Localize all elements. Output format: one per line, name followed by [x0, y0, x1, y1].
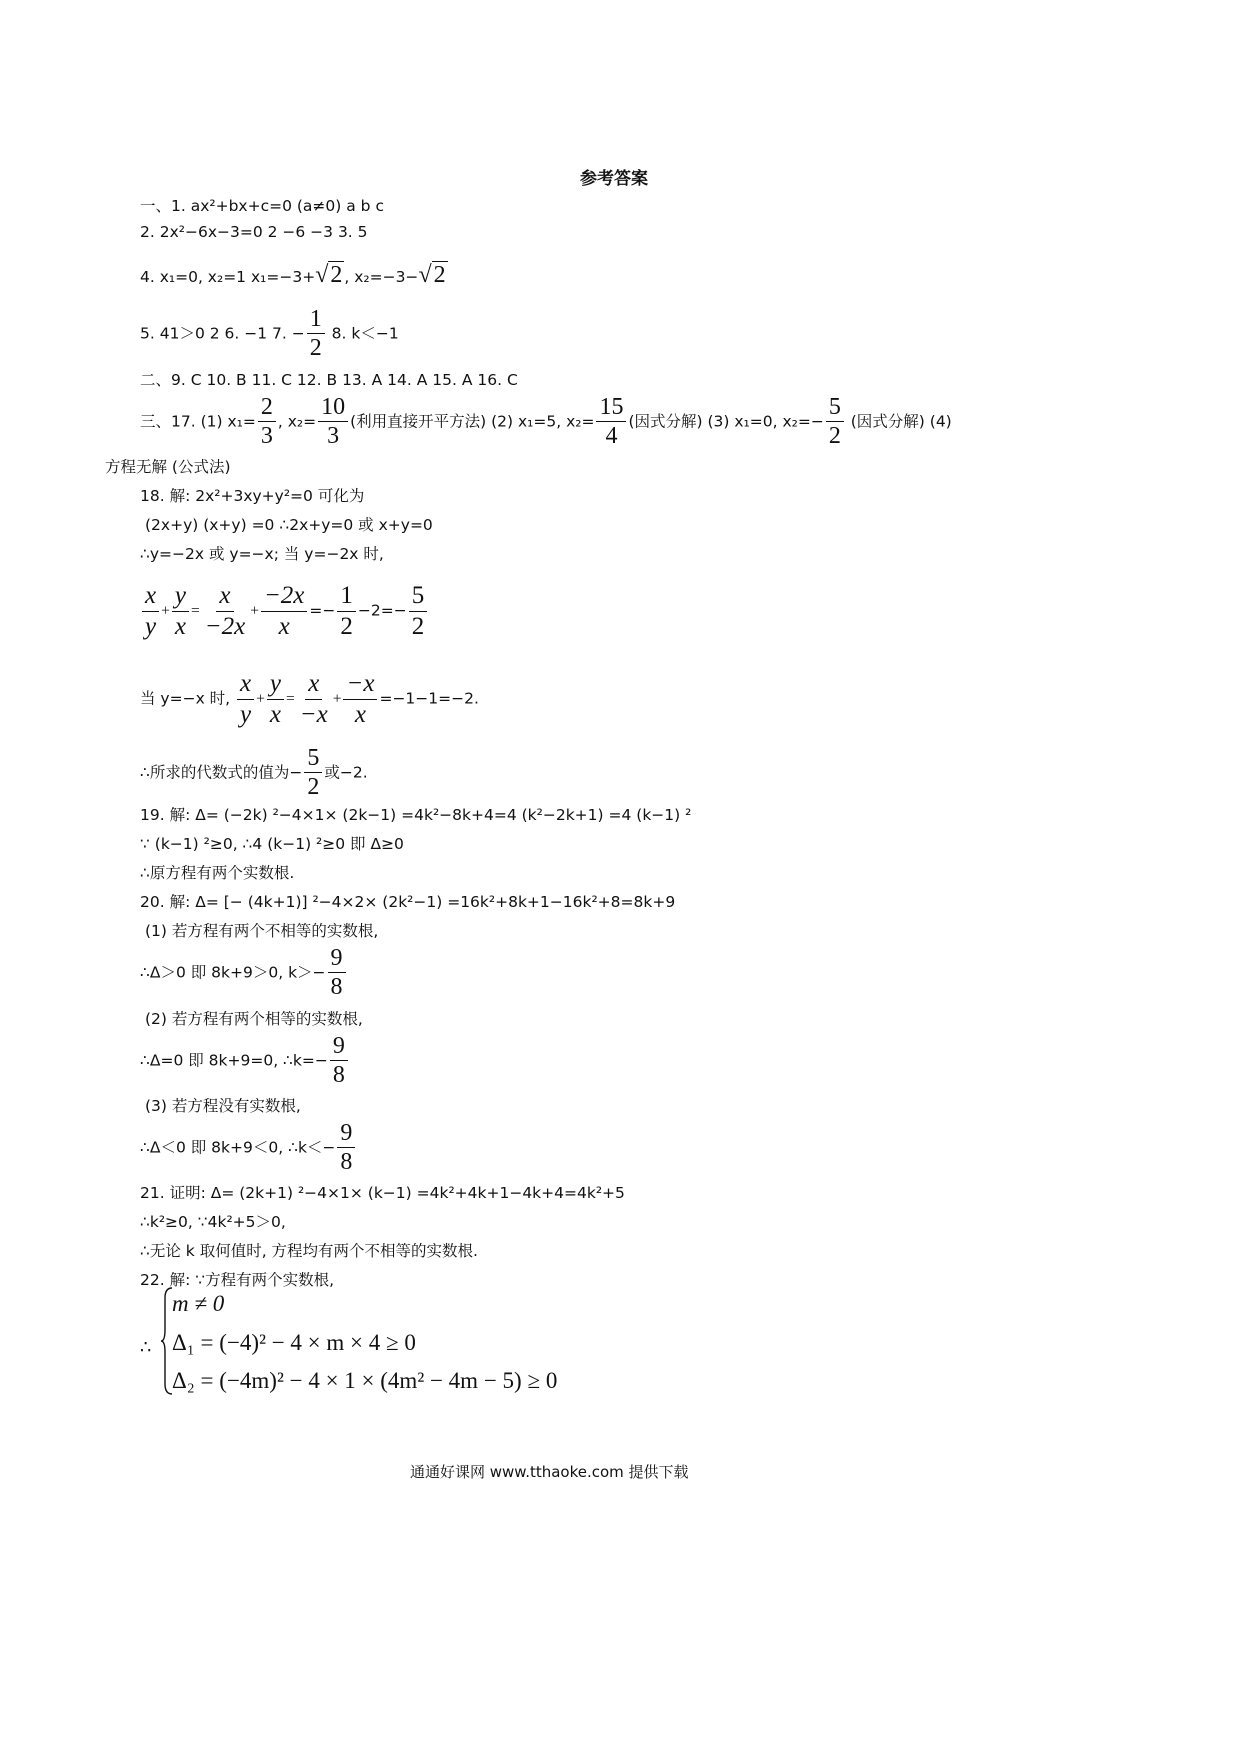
q22-line-1: 22. 解: ∵方程有两个实数根,: [140, 1271, 335, 1289]
answer-q17-wrap: 方程无解 (公式法): [105, 458, 231, 476]
q20-case-2: (2) 若方程有两个相等的实数根,: [145, 1010, 363, 1028]
q20-case-1-result: ∴Δ＞0 即 8k+9＞0, k＞− $\frac{9}{8}$: [140, 945, 348, 1001]
answer-q5-q8: 5. 41＞0 2 6. −1 7. − $\frac{1}{2}$ 8. k＜−1: [140, 306, 399, 362]
system-condition-3: Δ₂ = (−4m)² − 4 × 1 × (4m² − 4m − 5) ≥ 0: [172, 1368, 558, 1393]
q18-expression-1: $\frac{x}{y}$ + $\frac{y}{x}$ = $\frac{x}{-2x}$ + $\frac{-2x}{x}$ =− $\frac{1}{2}$ −2=− $\frac{5}{2}$: [140, 582, 429, 640]
fraction: $\frac{15}{4}$: [596, 394, 626, 450]
fraction: $\frac{2}{3}$: [258, 394, 276, 450]
q18-line-2: (2x+y) (x+y) =0 ∴2x+y=0 或 x+y=0: [145, 516, 433, 534]
fraction: $\frac{5}{2}$: [826, 394, 844, 450]
sqrt-2: √2: [418, 262, 446, 288]
q18-conclusion: ∴所求的代数式的值为− $\frac{5}{2}$ 或−2.: [140, 745, 368, 801]
q20-case-3-result: ∴Δ＜0 即 8k+9＜0, ∴k＜− $\frac{9}{8}$: [140, 1120, 357, 1176]
q18-line-3: ∴y=−2x 或 y=−x; 当 y=−2x 时,: [140, 545, 384, 563]
answer-q1: 一、1. ax²+bx+c=0 (a≠0) a b c: [140, 197, 384, 215]
answer-q17: 三、17. (1) x₁= $\frac{2}{3}$ , x₂= $\frac{10}{3}$ (利用直接开平方法) (2) x₁=5, x₂= $\frac{15}{4}$ (因式分解) (3) x₁=0, x₂=− $\frac{5}{2}$ (因式分解) (4): [140, 394, 952, 450]
q18-expression-2: 当 y=−x 时, $\frac{x}{y}$ + $\frac{y}{x}$ = $\frac{x}{-x}$ + $\frac{-x}{x}$ =−1−1=−2.: [140, 670, 479, 728]
answer-q2-q3: 2. 2x²−6x−3=0 2 −6 −3 3. 5: [140, 223, 368, 241]
fraction: $\frac{10}{3}$: [318, 394, 348, 450]
page-title: 参考答案: [580, 169, 648, 189]
q18-line-1: 18. 解: 2x²+3xy+y²=0 可化为: [140, 487, 365, 505]
q20-case-2-result: ∴Δ=0 即 8k+9=0, ∴k=− $\frac{9}{8}$: [140, 1033, 350, 1089]
footer-credit: 通通好课网 www.tthaoke.com 提供下载: [410, 1463, 689, 1481]
q21-line-3: ∴无论 k 取何值时, 方程均有两个不相等的实数根.: [140, 1242, 478, 1260]
q19-line-3: ∴原方程有两个实数根.: [140, 864, 295, 882]
sqrt-2: √2: [315, 262, 343, 288]
q20-case-1: (1) 若方程有两个不相等的实数根,: [145, 922, 379, 940]
answer-q4: 4. x₁=0, x₂=1 x₁=−3+√2 , x₂=−3−√2: [140, 262, 446, 288]
q21-line-1: 21. 证明: Δ= (2k+1) ²−4×1× (k−1) =4k²+4k+1−4k+4=4k²+5: [140, 1184, 625, 1202]
fraction-one-half: $\frac{1}{2}$: [307, 306, 325, 362]
q21-line-2: ∴k²≥0, ∵4k²+5＞0,: [140, 1213, 286, 1231]
system-condition-1: m ≠ 0: [172, 1291, 225, 1316]
therefore-symbol: ∴: [140, 1337, 152, 1358]
q19-line-2: ∵ (k−1) ²≥0, ∴4 (k−1) ²≥0 即 Δ≥0: [140, 835, 404, 853]
answer-section-2: 二、9. C 10. B 11. C 12. B 13. A 14. A 15. A 16. C: [140, 371, 518, 389]
q19-line-1: 19. 解: Δ= (−2k) ²−4×1× (2k−1) =4k²−8k+4=4 (k²−2k+1) =4 (k−1) ²: [140, 806, 692, 824]
q20-case-3: (3) 若方程没有实数根,: [145, 1097, 301, 1115]
q20-line-1: 20. 解: Δ= [− (4k+1)] ²−4×2× (2k²−1) =16k²+8k+1−16k²+8=8k+9: [140, 893, 676, 911]
system-condition-2: Δ₁ = (−4)² − 4 × m × 4 ≥ 0: [172, 1330, 416, 1355]
